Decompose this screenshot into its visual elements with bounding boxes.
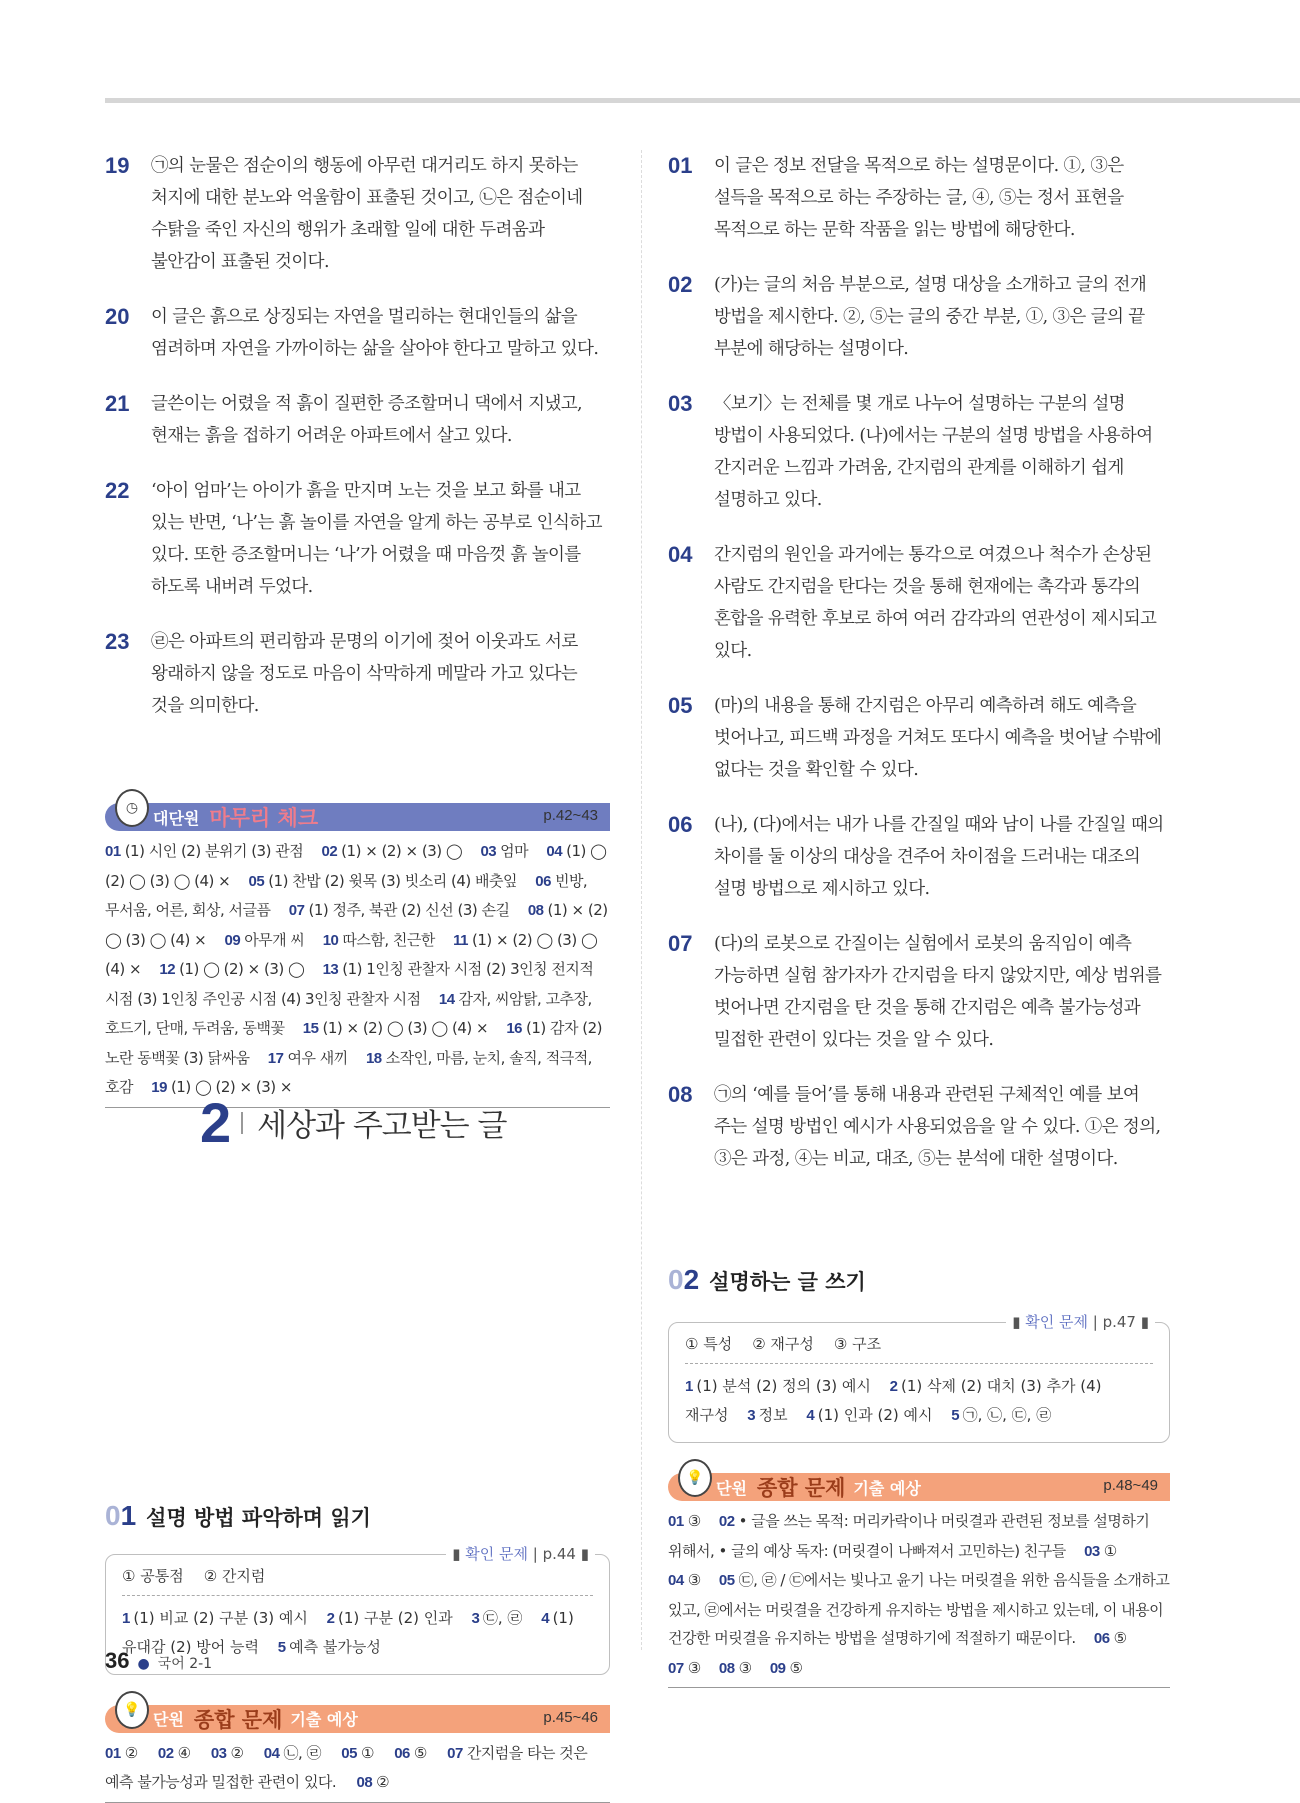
answer-number: 08	[668, 1082, 693, 1107]
answer-entry: 1 (1) 비교 (2) 구분 (3) 예시	[122, 1608, 308, 1627]
unit-number: 2	[200, 1091, 232, 1154]
answer-item	[668, 928, 1170, 1056]
answer-number: 23	[105, 629, 130, 654]
unit-test-answers-2	[668, 1501, 1170, 1688]
answer-number: 05	[668, 693, 693, 718]
answer-entry: 01 (1) 시인 (2) 분위기 (3) 관점	[105, 842, 304, 860]
answer-entry: 03 엄마	[480, 842, 529, 860]
answer-text: (나), (다)에서는 내가 나를 간질일 때와 남이 나를 간질일 때의 차이를 둘 이상의 대상을 견주어 차이점을 드러내는 대조의 설명 방법으로 제시하고 있다.	[714, 815, 1164, 899]
answer-entry: 08 ②	[356, 1773, 390, 1791]
answer-text: (가)는 글의 처음 부분으로, 설명 대상을 소개하고 글의 전개 방법을 제시한다. ②, ⑤는 글의 중간 부분, ①, ③은 글의 끝 부분에 해당하는 설명이다.	[714, 275, 1147, 359]
answer-entry: 14 감자, 씨암탉, 고추장, 호드기, 단매, 두려움, 동백꽃	[105, 989, 592, 1037]
answer-entry: 2 (1) 구분 (2) 인과	[326, 1608, 453, 1627]
answer-text: 〈보기〉는 전체를 몇 개로 나누어 설명하는 구분의 설명 방법이 사용되었다. (나)에서는 구분의 설명 방법을 사용하여 간지러운 느낌과 가려움, 간지럼의 관계를 이해하기 쉽게 설명하고 있다.	[714, 394, 1153, 510]
answer-entry: 19 (1) ◯ (2) × (3) ×	[151, 1078, 292, 1096]
answer-item	[668, 1079, 1170, 1175]
answer-entry: 06 ⑤	[394, 1743, 427, 1762]
page-number: 36	[105, 1648, 130, 1673]
answer-entry: 08 ③	[718, 1658, 752, 1677]
top-rule	[105, 98, 1300, 103]
answer-entry: 02 (1) × (2) × (3) ◯	[321, 842, 463, 860]
answer-entry: 1 (1) 분석 (2) 정의 (3) 예시	[685, 1377, 871, 1395]
answer-entry: 04 ㉡, ㉣	[263, 1743, 321, 1762]
answer-entry: 09 ⑤	[769, 1658, 803, 1677]
answer-number: 01	[668, 153, 693, 178]
answer-entry: 3 정보	[747, 1406, 788, 1424]
answer-entry: 11 (1) × (2) ◯ (3) ◯ (4) ×	[105, 930, 598, 978]
lightbulb-icon: 💡	[678, 1459, 712, 1497]
answer-number: 22	[105, 478, 130, 503]
answer-entry: 3 ㉢, ㉣	[471, 1608, 523, 1627]
answer-item	[668, 269, 1170, 365]
answer-entry: 16 (1) 감자 (2) 노란 동백꽃 (3) 닭싸움	[105, 1019, 603, 1067]
answer-entry: 4 (1) 유대감 (2) 방어 능력	[122, 1608, 574, 1656]
answer-number: 03	[668, 391, 693, 416]
answer-text: ㉣은 아파트의 편리함과 문명의 이기에 젖어 이웃과도 서로 왕래하지 않을 정도로 마음이 삭막하게 메말라 가고 있다는 것을 의미한다.	[151, 632, 578, 716]
answer-entry: 02 • 글을 쓰는 목적: 머리카락이나 머릿결과 관련된 정보를 설명하기 위해서, • 글의 예상 독자: (머릿결이 나빠져서 고민하는) 친구들	[668, 1512, 1150, 1560]
answer-entry: 07 ③	[668, 1658, 701, 1677]
keyword: ② 간지럼	[203, 1566, 266, 1585]
answer-entry: 05 ㉢, ㉣ / ㉢에서는 빛나고 윤기 나는 머릿결을 위한 음식들을 소개하고 있고, ㉣에서는 머릿결을 건강하게 유지하는 방법을 제시하고 있는데, 이 내용이 건강한 머릿결을 유지하는 방법을 설명하기에 적절하기 때문이다.	[668, 1571, 1170, 1647]
answer-number: 20	[105, 304, 130, 329]
answer-entry: 09 아무개 씨	[224, 930, 305, 949]
answer-entry: 4 (1) 인과 (2) 예시	[806, 1406, 933, 1424]
keyword: ① 특성	[685, 1335, 733, 1353]
answer-item	[105, 301, 610, 365]
review-banner	[105, 800, 610, 831]
answer-item	[668, 539, 1170, 667]
review-page: p.42~43	[543, 807, 598, 824]
unit-title: 세상과 주고받는 글	[257, 1108, 507, 1144]
answer-text: ㉠의 눈물은 점순이의 행동에 아무런 대거리도 하지 못하는 처지에 대한 분노와 억울함이 표출된 것이고, ㉡은 점순이네 수탉을 죽인 자신의 행위가 초래할 일에 대한 두려움과 불안감이 표출된 것이다.	[151, 156, 583, 272]
keyword: ③ 구조	[833, 1335, 882, 1353]
lightbulb-icon: 💡	[115, 1691, 149, 1729]
page-footer	[105, 1648, 212, 1674]
book-title: 국어 2-1	[157, 1656, 213, 1672]
answer-entry: 05 (1) 찬밥 (2) 윗목 (3) 빗소리 (4) 배춧잎	[248, 871, 517, 890]
answer-entry: 13 (1) 1인칭 관찰자 시점 (2) 3인칭 전지적 시점 (3) 1인칭 주인공 시점 (4) 3인칭 관찰자 시점	[105, 960, 594, 1008]
answer-item	[105, 475, 610, 603]
answer-entry: 08 (1) × (2) ◯ (3) ◯ (4) ×	[105, 901, 608, 949]
footer-bullet: ●	[137, 1656, 150, 1672]
right-column	[668, 150, 1170, 1688]
check-box-02	[668, 1313, 1170, 1443]
answer-text: (다)의 로봇으로 간질이는 실험에서 로봇의 움직임이 예측 가능하면 실험 참가자가 간지럼을 타지 않았지만, 예상 범위를 벗어나면 간지럼을 탄 것을 통해 간지럼은 예측 불가능성과 밀접한 관련이 있다는 것을 알 수 있다.	[714, 934, 1162, 1050]
answer-entry: 02 ④	[157, 1743, 191, 1762]
answer-item	[668, 388, 1170, 516]
answer-entry: 10 따스함, 친근한	[322, 930, 435, 949]
answer-entry: 15 (1) × (2) ◯ (3) ◯ (4) ×	[302, 1019, 489, 1037]
answer-text: 글쓴이는 어렸을 적 흙이 질편한 증조할머니 댁에서 지냈고, 현재는 흙을 접하기 어려운 아파트에서 살고 있다.	[151, 394, 583, 446]
answer-entry: 03 ②	[210, 1743, 244, 1762]
answer-number: 21	[105, 391, 130, 416]
answer-explanations-right	[668, 150, 1170, 1175]
answer-item	[668, 809, 1170, 905]
answer-item	[105, 388, 610, 452]
answer-text: 간지럼의 원인을 과거에는 통각으로 여겼으나 척수가 손상된 사람도 간지럼을 탄다는 것을 통해 현재에는 촉각과 통각의 혼합을 유력한 후보로 하여 여러 감각과의 연관성이 제시되고 있다.	[714, 545, 1157, 661]
answer-entry: 05 ①	[341, 1743, 374, 1762]
check-tag-01: ▮ 확인 문제 | p.44 ▮	[446, 1543, 595, 1564]
answer-entry: 12 (1) ◯ (2) × (3) ◯	[159, 960, 305, 978]
check-answers-02	[685, 1364, 1153, 1430]
answer-entry: 01 ③	[668, 1512, 701, 1530]
clock-icon: ◷	[115, 789, 149, 827]
answer-entry: 04 ③	[668, 1571, 701, 1589]
answer-entry: 07 간지럼을 타는 것은 예측 불가능성과 밀접한 관련이 있다.	[105, 1743, 588, 1791]
answer-text: 이 글은 정보 전달을 목적으로 하는 설명문이다. ①, ③은 설득을 목적으로 하는 주장하는 글, ④, ⑤는 정서 표현을 목적으로 하는 문학 작품을 읽는 방법에 해당한다.	[714, 156, 1124, 240]
answer-entry: 2 (1) 삭제 (2) 대치 (3) 추가 (4) 재구성	[685, 1377, 1102, 1424]
answer-number: 04	[668, 542, 693, 567]
section-02-heading: 02 설명하는 글 쓰기	[668, 1264, 866, 1295]
answer-number: 07	[668, 931, 693, 956]
section-01-title: 설명 방법 파악하며 읽기	[146, 1505, 371, 1530]
answer-item	[668, 690, 1170, 786]
answer-entry: 04 (1) ◯ (2) ◯ (3) ◯ (4) ×	[105, 842, 607, 890]
answer-item	[668, 150, 1170, 246]
answer-entry: 06 빈방, 무서움, 어른, 회상, 서글픔	[105, 871, 588, 919]
answer-number: 06	[668, 812, 693, 837]
answer-text: (마)의 내용을 통해 간지럼은 아무리 예측하려 해도 예측을 벗어나고, 피드백 과정을 거쳐도 또다시 예측을 벗어날 수밖에 없다는 것을 확인할 수 있다.	[714, 696, 1162, 780]
answer-item	[105, 150, 610, 278]
unit-header	[200, 1090, 506, 1155]
answer-entry: 06 ⑤	[1093, 1629, 1127, 1647]
answer-entry: 03 ①	[1084, 1541, 1117, 1560]
answer-number: 02	[668, 272, 693, 297]
answer-text: ㉠의 ‘예를 들어’를 통해 내용과 관련된 구체적인 예를 보여 주는 설명 방법인 예시가 사용되었음을 알 수 있다. ①은 정의, ③은 과정, ④는 비교, 대조, ⑤는 분석에 대한 설명이다.	[714, 1085, 1161, 1169]
keyword: ① 공통점	[122, 1566, 184, 1585]
answer-entry: 17 여우 새끼	[267, 1048, 348, 1067]
section-01-heading: 01 설명 방법 파악하며 읽기	[105, 1499, 371, 1531]
unit-test-banner-1: 💡 단원 종합 문제 기출 예상 p.45~46	[105, 1705, 610, 1733]
review-answers	[105, 831, 610, 1108]
check-keywords-01	[122, 1565, 593, 1596]
answer-entry: 5 ㉠, ㉡, ㉢, ㉣	[951, 1406, 1052, 1424]
check-keywords-02	[685, 1333, 1153, 1364]
unit-test-answers-1	[105, 1733, 610, 1803]
answer-entry: 5 예측 불가능성	[277, 1637, 381, 1656]
answer-explanations-left	[105, 150, 610, 722]
unit-test-banner-2: 💡 단원 종합 문제 기출 예상 p.48~49	[668, 1473, 1170, 1501]
answer-item	[105, 626, 610, 722]
answer-number: 19	[105, 153, 130, 178]
review-label-big: 마무리 체크	[209, 805, 319, 830]
answer-entry: 18 소작인, 마름, 눈치, 솔직, 적극적, 호감	[105, 1048, 592, 1096]
answer-text: 이 글은 흙으로 상징되는 자연을 멀리하는 현대인들의 삶을 염려하며 자연을 가까이하는 삶을 살아야 한다고 말하고 있다.	[151, 307, 599, 359]
review-label-small: 대단원	[153, 808, 200, 828]
section-02-title: 설명하는 글 쓰기	[709, 1270, 866, 1294]
unit-separator	[241, 1112, 243, 1134]
check-tag-02: ▮ 확인 문제 | p.47 ▮	[1006, 1311, 1155, 1332]
answer-entry: 07 (1) 정주, 북관 (2) 신선 (3) 손길	[288, 901, 510, 919]
column-divider	[641, 150, 642, 1650]
keyword: ② 재구성	[752, 1335, 814, 1353]
answer-text: ‘아이 엄마’는 아이가 흙을 만지며 노는 것을 보고 화를 내고 있는 반면, ‘나’는 흙 놀이를 자연을 알게 하는 공부로 인식하고 있다. 또한 증조할머니는 ‘나’가 어렸을 때 마음껏 흙 놀이를 하도록 내버려 두었다.	[151, 481, 602, 597]
answer-entry: 01 ②	[105, 1743, 138, 1762]
left-column	[105, 150, 610, 1803]
